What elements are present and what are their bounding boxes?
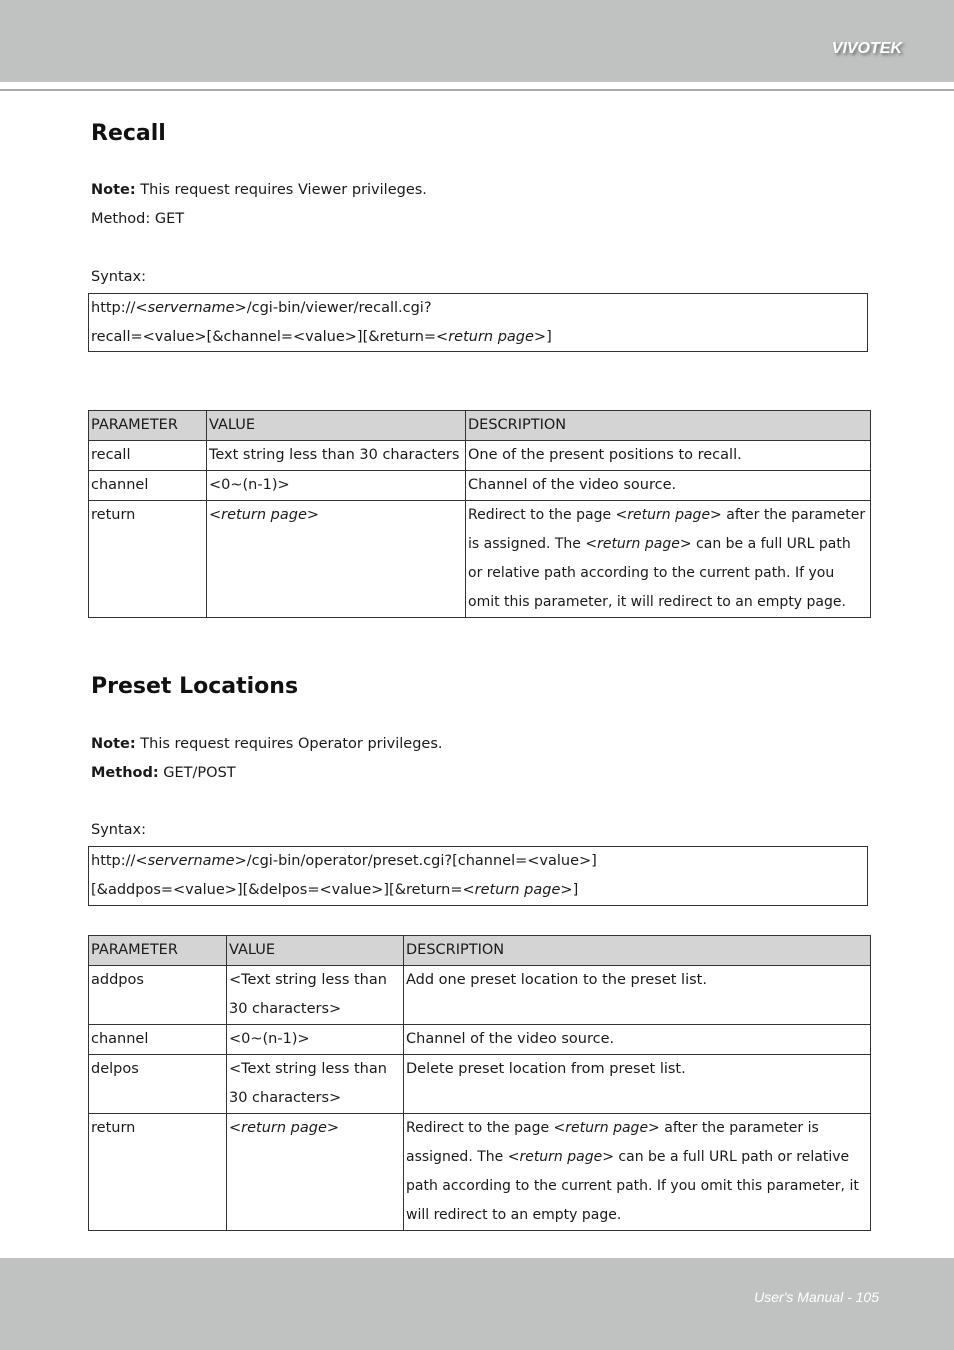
- param-cell: addpos: [89, 966, 227, 1025]
- recall-title: Recall: [91, 121, 166, 146]
- description-cell: Add one preset location to the preset list.: [404, 966, 871, 1025]
- table-row: [89, 966, 871, 1025]
- table-header-row: [89, 411, 871, 441]
- description-cell: Redirect to the page <return page> after the parameter is assigned. The <return page> can be a full URL path or relative path according to the current path. If you omit this parameter, it will redirect to an empty page.: [466, 501, 871, 618]
- recall-syntax-box: [88, 293, 868, 352]
- recall-method: Method: GET: [91, 211, 185, 227]
- column-header: DESCRIPTION: [404, 936, 871, 966]
- preset-parameter-table: [88, 935, 871, 1231]
- header-divider: [0, 89, 954, 91]
- preset-syntax-label: Syntax:: [91, 822, 147, 838]
- value-cell: <0~(n-1)>: [227, 1025, 404, 1055]
- table-row: [89, 441, 871, 471]
- recall-syntax-label: Syntax:: [91, 269, 147, 285]
- page-footer: [0, 1258, 954, 1350]
- preset-method: [91, 765, 236, 781]
- preset-title: Preset Locations: [91, 674, 299, 699]
- param-cell: channel: [89, 471, 207, 501]
- recall-note: [91, 182, 427, 198]
- recall-note-label: Note:: [91, 182, 136, 198]
- column-header: DESCRIPTION: [466, 411, 871, 441]
- param-cell: delpos: [89, 1055, 227, 1114]
- value-cell: <return page>: [207, 501, 466, 618]
- table-row: [89, 501, 871, 618]
- description-cell: Redirect to the page <return page> after the parameter is assigned. The <return page> can be a full URL path or relative path according to the current path. If you omit this parameter, it will redirect to an empty page.: [404, 1114, 871, 1231]
- value-cell: <return page>: [227, 1114, 404, 1231]
- page-header: [0, 0, 954, 82]
- recall-note-text: This request requires Viewer privileges.: [135, 182, 427, 198]
- preset-note-text: This request requires Operator privileges.: [135, 736, 443, 752]
- preset-syntax-line-1: http://<servername>/cgi-bin/operator/preset.cgi?[channel=<value>]: [91, 853, 597, 869]
- preset-note: [91, 736, 443, 752]
- table-row: [89, 1025, 871, 1055]
- column-header: PARAMETER: [89, 411, 207, 441]
- preset-note-label: Note:: [91, 736, 136, 752]
- param-cell: recall: [89, 441, 207, 471]
- value-cell: <Text string less than 30 characters>: [227, 1055, 404, 1114]
- param-cell: return: [89, 1114, 227, 1231]
- table-row: [89, 471, 871, 501]
- value-cell: Text string less than 30 characters: [207, 441, 466, 471]
- description-cell: One of the present positions to recall.: [466, 441, 871, 471]
- preset-syntax-box: [88, 846, 868, 906]
- preset-syntax-line-2: [&addpos=<value>][&delpos=<value>][&return=<return page>]: [91, 882, 579, 898]
- description-cell: Channel of the video source.: [404, 1025, 871, 1055]
- column-header: VALUE: [227, 936, 404, 966]
- recall-syntax-line-1: http://<servername>/cgi-bin/viewer/recall.cgi?: [91, 300, 432, 316]
- recall-syntax-line-2: recall=<value>[&channel=<value>][&return=<return page>]: [91, 329, 552, 345]
- column-header: PARAMETER: [89, 936, 227, 966]
- page-number: User's Manual - 105: [754, 1289, 879, 1305]
- description-cell: Delete preset location from preset list.: [404, 1055, 871, 1114]
- param-cell: return: [89, 501, 207, 618]
- preset-method-text: GET/POST: [158, 765, 236, 781]
- brand-logo: VIVOTEK: [831, 40, 902, 57]
- value-cell: <0~(n-1)>: [207, 471, 466, 501]
- table-row: [89, 1055, 871, 1114]
- column-header: VALUE: [207, 411, 466, 441]
- description-cell: Channel of the video source.: [466, 471, 871, 501]
- table-row: [89, 1114, 871, 1231]
- param-cell: channel: [89, 1025, 227, 1055]
- value-cell: <Text string less than 30 characters>: [227, 966, 404, 1025]
- recall-parameter-table: [88, 410, 871, 618]
- table-header-row: [89, 936, 871, 966]
- preset-method-label: Method:: [91, 765, 159, 781]
